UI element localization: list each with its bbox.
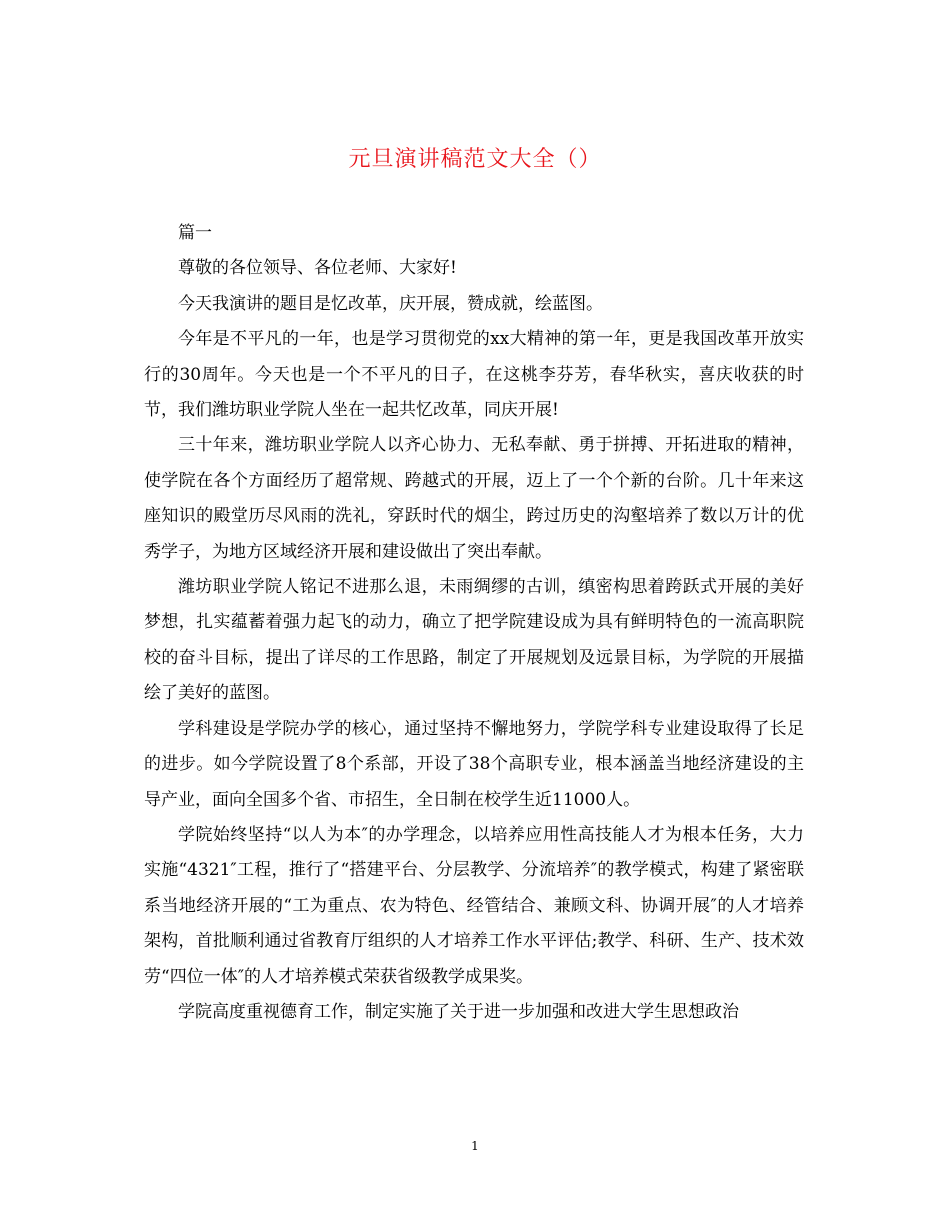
paragraph: 学院始终坚持“以人为本″的办学理念，以培养应用性高技能人才为根本任务，大力实施“4321″工程，推行了“搭建平台、分层教学、分流培养″的教学模式，构建了紧密联系当地经济开展的“工为重点、农为特色、经管结合、兼顾文科、协调开展″的人才培养架构，首批顺利通过省教育厅组织的人才培养工作水平评估;教学、科研、生产、技术效劳“四位一体″的人才培养模式荣获省级教学成果奖。 xyxy=(144,824,804,987)
paragraph: 尊敬的各位领导、各位老师、大家好! xyxy=(178,258,457,279)
page-number: 1 xyxy=(471,1139,479,1153)
document-title: 元旦演讲稿范文大全（） xyxy=(348,147,602,172)
paragraph: 潍坊职业学院人铭记不进那么退，未雨绸缪的古训，缜密构思着跨跃式开展的美好梦想，扎实蕴蓄着强力起飞的动力，确立了把学院建设成为具有鲜明特色的一流高职院校的奋斗目标，提出了详尽的工作思路，制定了开展规划及远景目标，为学院的开展描绘了美好的蓝图。 xyxy=(144,577,804,704)
paragraph: 学院高度重视德育工作，制定实施了关于进一步加强和改进大学生思想政治 xyxy=(178,1001,739,1022)
paragraph: 今年是不平凡的一年，也是学习贯彻党的xx大精神的第一年，更是我国改革开放实行的30周年。今天也是一个不平凡的日子，在这桃李芬芳，春华秋实，喜庆收获的时节，我们潍坊职业学院人坐在一起共忆改革，同庆开展! xyxy=(144,329,804,421)
paragraph: 学科建设是学院办学的核心，通过坚持不懈地努力，学院学科专业建设取得了长足的进步。如今学院设置了8个系部，开设了38个高职专业，根本涵盖当地经济建设的主导产业，面向全国多个省、市招生，全日制在校学生近11000人。 xyxy=(144,718,804,810)
paragraph: 今天我演讲的题目是忆改革，庆开展，赞成就，绘蓝图。 xyxy=(178,293,603,314)
paragraph: 三十年来，潍坊职业学院人以齐心协力、无私奉献、勇于拼搏、开拓进取的精神，使学院在各个方面经历了超常规、跨越式的开展，迈上了一个个新的台阶。几十年来这座知识的殿堂历尽风雨的洗礼，穿跃时代的烟尘，跨过历史的沟壑培养了数以万计的优秀学子，为地方区域经济开展和建设做出了突出奉献。 xyxy=(144,435,804,562)
document-body xyxy=(144,216,804,1030)
paragraph: 篇一 xyxy=(178,223,212,243)
